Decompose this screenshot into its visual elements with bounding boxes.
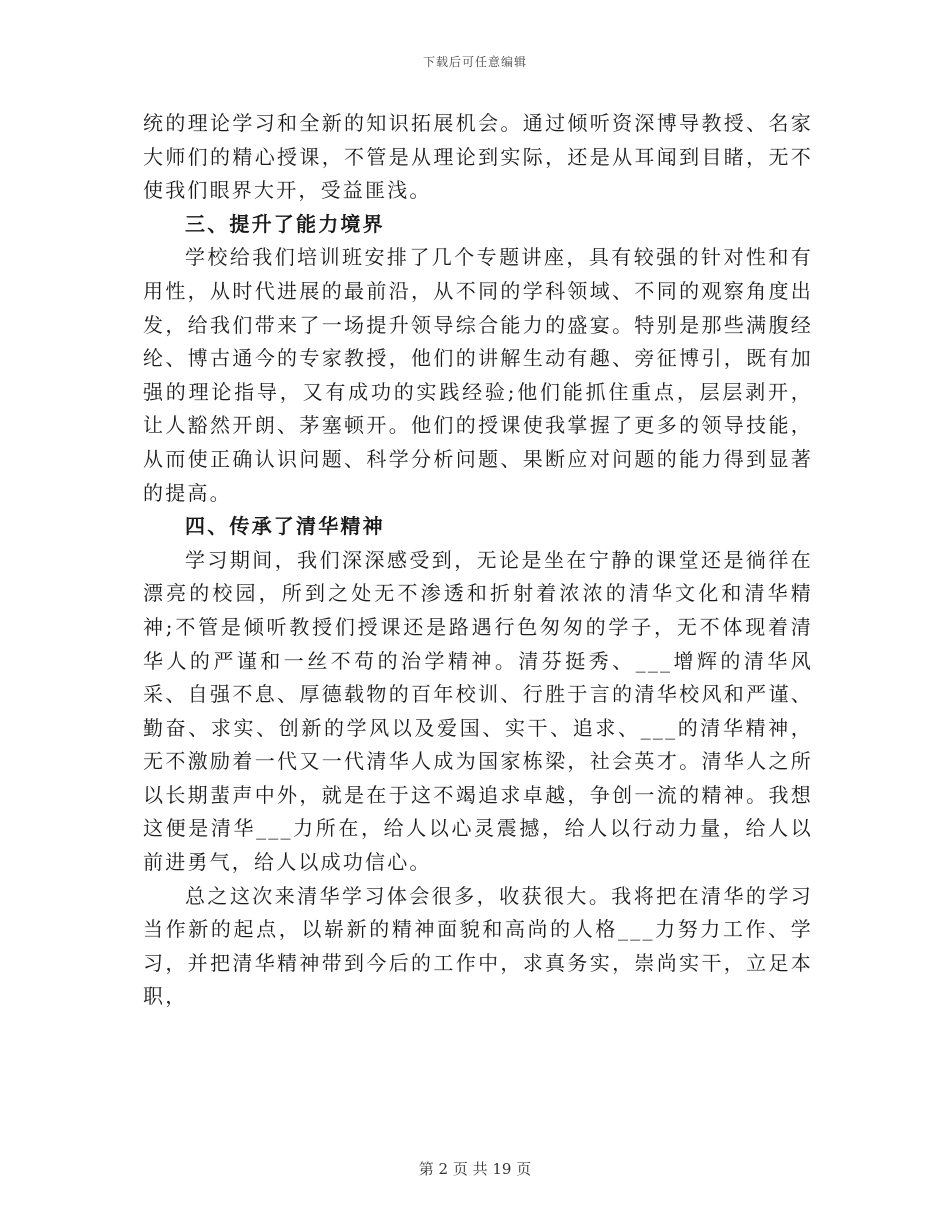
page-number: 第 2 页 共 19 页 <box>418 1160 532 1178</box>
paragraph-ability: 学校给我们培训班安排了几个专题讲座，具有较强的针对性和有用性，从时代进展的最前沿，从不同的学科领域、不同的观察角度出发，给我们带来了一场提升领导综合能力的盛宴。特别是那些满腹经纶、博古通今的专家教授，他们的讲解生动有趣、旁征博引，既有加强的理论指导，又有成功的实践经验;他们能抓住重点，层层剥开，让人豁然开朗、茅塞顿开。他们的授课使我掌握了更多的领导技能，从而使正确认识问题、科学分析问题、果断应对问题的能力得到显著的提高。 <box>143 245 813 505</box>
paragraph-summary: 总之这次来清华学习体会很多，收获很大。我将把在清华的学习当作新的起点，以崭新的精神面貌和高尚的人格___力努力工作、学习，并把清华精神带到今后的工作中，求真务实，崇尚实干，立足本职， <box>143 883 813 1009</box>
page-header-note: 下载后可任意编辑 <box>422 55 527 69</box>
section-heading-4: 四、传承了清华精神 <box>185 514 385 539</box>
document-body <box>143 107 813 1014</box>
paragraph-spirit: 学习期间，我们深深感受到，无论是坐在宁静的课堂还是徜徉在漂亮的校园，所到之处无不渗透和折射着浓浓的清华文化和清华精神;不管是倾听教授们授课还是路遇行色匆匆的学子，无不体现着清华人的严谨和一丝不苟的治学精神。清芬挺秀、___增辉的清华风采、自强不息、厚德载物的百年校训、行胜于言的清华校风和严谨、勤奋、求实、创新的学风以及爱国、实干、追求、___的清华精神，无不激励着一代又一代清华人成为国家栋梁，社会英才。清华人之所以长期蜚声中外，就是在于这不竭追求卓越，争创一流的精神。我想这便是清华___力所在，给人以心灵震撼，给人以行动力量，给人以前进勇气，给人以成功信心。 <box>143 547 813 875</box>
paragraph-continued: 统的理论学习和全新的知识拓展机会。通过倾听资深博导教授、名家大师们的精心授课，不管是从理论到实际，还是从耳闻到目睹，无不使我们眼界大开，受益匪浅。 <box>143 111 813 203</box>
section-heading-3: 三、提升了能力境界 <box>185 211 385 236</box>
